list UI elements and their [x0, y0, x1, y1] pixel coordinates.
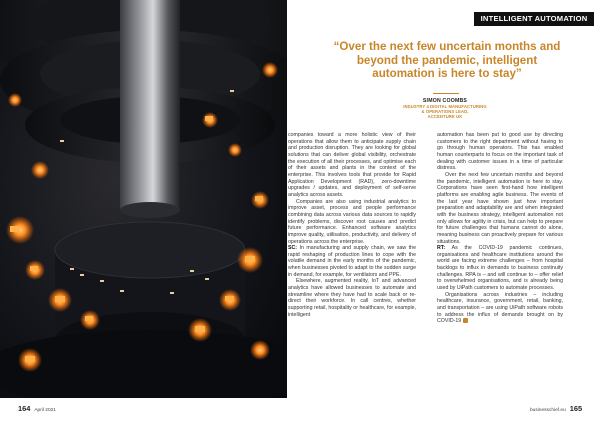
body-column-2	[437, 132, 563, 325]
end-mark-icon	[463, 318, 468, 323]
paragraph-text: Organisations across industries – including healthcare, insurance, government, retail, banking, and transportation – are using UiPath software robots to address the influx of demands brought on by COVID-19	[437, 291, 563, 325]
quote-attribution	[370, 98, 520, 120]
attribution-role-line3: ACCENTURE UK	[427, 114, 463, 120]
folio-left	[18, 404, 56, 413]
speaker-initials: RT:	[437, 245, 446, 252]
paragraph: companies toward a more holistic view of their operations that allow them to anticipate supply chain and production disruption. They are looking for global solutions that can deliver global visibility, orchestrate the execution of all their processes, and optimise each of their assets and plants in the context of the enterprise. This involves tools that provide for Rapid Application Development (RAD), zero-downtime upgrades / updates, and deployment of self-serve analytics across assets.	[288, 132, 416, 198]
site-url: businesschief.eu	[530, 408, 566, 413]
paragraph: Over the next few uncertain months and beyond the pandemic, intelligent automation is here to stay. Corporations have seen first-hand how intelligent platforms are enabling agile business. The events of the last year have shown just how important preparation and adaptability are and when integrated with the business strategy, intelligent automation not only allows for agility in crisis, but can help to prepare for future challenges that humans cannot do alone, meaning business can proactively prepare for various situations.	[437, 171, 563, 245]
attribution-role-line1: INDUSTRY 4 DIGITAL MANUFACTURING	[403, 104, 487, 109]
pull-quote: “Over the next few uncertain months and beyond the pandemic, intelligent automation is here to stay”	[333, 40, 561, 81]
attribution-role-line2: & OPERATIONS LEAD,	[421, 109, 469, 115]
paragraph-text: In manufacturing and supply chain, we saw the rapid reshaping of production lines to cope with the volatile demand in the early months of the pandemic, when businesses pivoted to adapt to the sudden surge in demand, for example, for ventilators and PPE.	[288, 245, 416, 278]
paragraph	[437, 292, 563, 325]
paragraph-text: As the COVID-19 pandemic continues, organisations and healthcare institutions around the world are facing extreme challenges – from hospital backlogs to influx in demands to business continuity challenges. RPA is – and will continue to – offer relief to overwhelmed organisations, and is already being used by UiPath customers to automate processes.	[437, 245, 563, 292]
attribution-name: SIMON COOMBS	[422, 98, 468, 104]
paragraph: Elsewhere, augmented reality, IoT and advanced analytics have allowed businesses to automate and streamline where they have had to scale back or re-direct their workforce. In call centres, whether supporting retail, hospitality or healthcare, for example, intelligent	[288, 278, 416, 318]
hero-image	[0, 0, 287, 398]
folio-right	[530, 404, 582, 413]
paragraph: Companies are also using industrial analytics to improve asset, process and people performance combining data across various data sources to rapidly identify problems, discover root causes and predict future performance. Enhanced software analytics improve quality, utilisation, productivity, and delivery of operations across the enterprise.	[288, 198, 416, 245]
hero-illustration	[0, 0, 287, 398]
speaker-initials: SC:	[288, 245, 298, 252]
section-tag: INTELLIGENT AUTOMATION	[474, 12, 594, 26]
page-number: 165	[569, 404, 583, 413]
paragraph	[288, 245, 416, 278]
issue-date: April 2021	[34, 408, 56, 413]
paragraph: automation has been put to good use by directing customers to the right department without having to go through human operators. This has enabled human counterparts to focus on the important task of dealing with customer issues in a time of particular distress.	[437, 132, 563, 172]
body-column-1	[288, 132, 416, 318]
page-number: 164	[18, 404, 31, 413]
quote-divider	[433, 93, 459, 94]
paragraph	[437, 245, 563, 292]
